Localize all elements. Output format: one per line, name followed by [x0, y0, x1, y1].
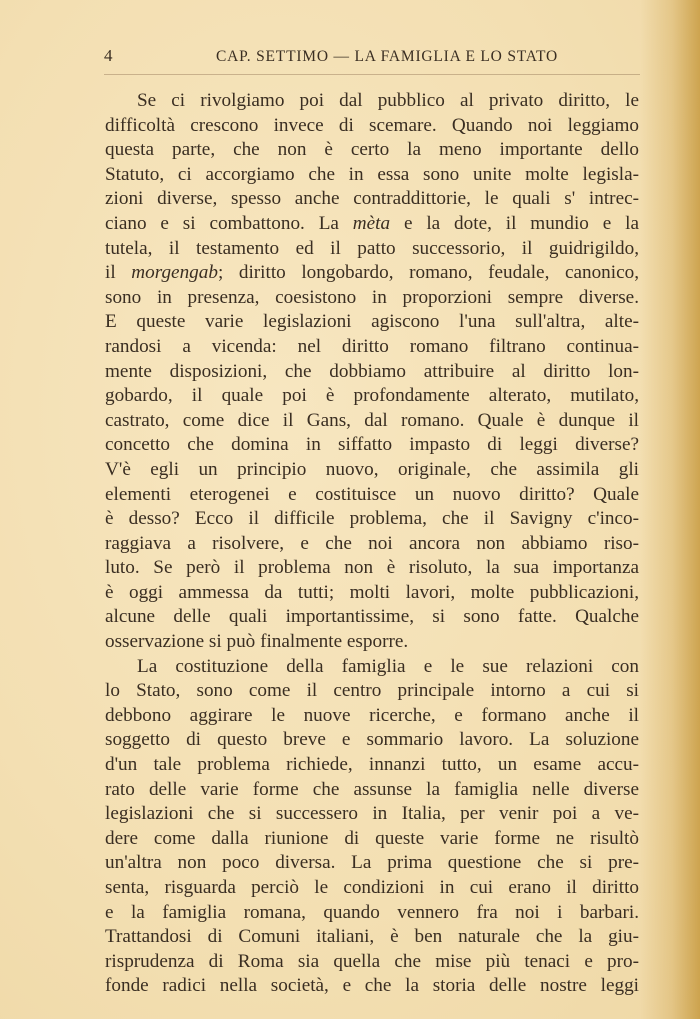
paragraph — [105, 89, 639, 655]
text-line: il morgengab; diritto longobardo, romano, feudale, canonico, — [105, 262, 639, 284]
text-line: sono in presenza, coesistono in proporzioni sempre diverse. — [105, 286, 639, 308]
text-line: fonde radici nella società, e che la storia delle nostre leggi — [105, 975, 639, 997]
text-line: osservazione si può finalmente esporre. — [105, 631, 409, 653]
header-rule — [104, 74, 640, 75]
text-line: alcune delle quali importantissime, si sono fatte. Qualche — [105, 606, 639, 628]
text-line: E queste varie legislazioni agiscono l'una sull'altra, alte- — [105, 311, 639, 333]
italic-term: morgengab — [131, 262, 218, 284]
text-line: luto. Se però il problema non è risoluto, la sua importanza — [105, 557, 639, 579]
text-line: dere come dalla riunione di queste varie forme ne risultò — [105, 827, 639, 849]
text-line: randosi a vicenda: nel diritto romano filtrano continua- — [105, 335, 639, 357]
text-line: mente disposizioni, che dobbiamo attribuire al diritto lon- — [105, 360, 639, 382]
text-line: e la famiglia romana, quando vennero fra noi i barbari. — [105, 901, 639, 923]
text-line: raggiava a risolvere, e che noi ancora non abbiamo riso- — [105, 532, 639, 554]
page-number: 4 — [104, 46, 113, 65]
text-line: risprudenza di Roma sia quella che mise più tenaci e pro- — [105, 950, 639, 972]
text-line: d'un tale problema richiede, innanzi tutto, un esame accu- — [105, 754, 639, 776]
text-line: legislazioni che si successero in Italia, per venir poi a ve- — [105, 803, 639, 825]
text-line: Se ci rivolgiamo poi dal pubblico al privato diritto, le — [137, 90, 639, 111]
text-line: è desso? Ecco il difficile problema, che il Savigny c'inco- — [105, 508, 639, 530]
text-line: difficoltà crescono invece di scemare. Quando noi leggiamo — [105, 114, 639, 136]
text-line: senta, risguarda perciò le condizioni in cui erano il diritto — [105, 877, 639, 898]
text-line: gobardo, il quale poi è profondamente alterato, mutilato, — [105, 385, 639, 407]
paragraph — [105, 655, 639, 999]
body-text — [105, 89, 639, 999]
text-line: un'altra non poco diversa. La prima questione che si pre- — [105, 852, 639, 874]
text-line: soggetto di questo breve e sommario lavoro. La soluzione — [105, 729, 639, 751]
text-line: rato delle varie forme che assunse la famiglia nelle diverse — [105, 778, 639, 800]
text-line: Statuto, ci accorgiamo che in essa sono unite molte legisla- — [105, 163, 639, 185]
text-line: è oggi ammessa da tutti; molti lavori, molte pubblicazioni, — [105, 581, 639, 603]
text-line: tutela, il testamento ed il patto successorio, il guidrigildo, — [105, 237, 639, 259]
text-line: questa parte, che non è certo la meno importante dello — [105, 139, 639, 161]
text-line: debbono aggirare le nuove ricerche, e formano anche il — [105, 704, 639, 726]
text-line: zioni diverse, spesso anche contraddittorie, le quali s' intrec- — [105, 188, 639, 210]
text-line: elementi eterogenei e costituisce un nuovo diritto? Quale — [105, 483, 639, 505]
running-head: CAP. SETTIMO — LA FAMIGLIA E LO STATO — [215, 48, 559, 65]
text-line: lo Stato, sono come il centro principale intorno a cui si — [105, 680, 639, 702]
text-line: concetto che domina in siffatto impasto di leggi diverse? — [105, 434, 639, 456]
text-line: ciano e si combattono. La mèta e la dote, il mundio e la — [105, 212, 639, 234]
text-line: castrato, come dice il Gans, dal romano. Quale è dunque il — [105, 409, 639, 431]
text-line: Trattandosi di Comuni italiani, è ben naturale che la giu- — [105, 926, 639, 948]
page-header — [104, 46, 640, 68]
text-line: La costituzione della famiglia e le sue relazioni con — [137, 655, 639, 677]
italic-term: mèta — [352, 212, 391, 234]
text-line: V'è egli un principio nuovo, originale, che assimila gli — [105, 458, 639, 480]
